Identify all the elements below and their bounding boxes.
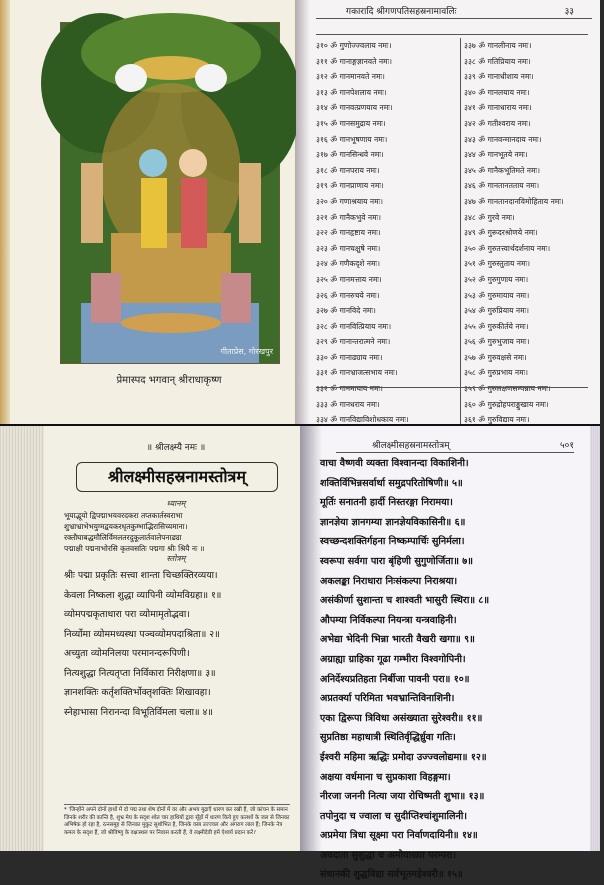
text-line: ३५८ ॐ गुरुप्रभाय नमः। [464, 368, 529, 378]
text-line: ३२८ ॐ गानवित्प्रियाय नमः। [316, 321, 392, 331]
text-line: ३१३ ॐ गानपेशलाय नमः। [316, 87, 387, 97]
text-line: ३१२ ॐ गानमानवते नमः। [316, 72, 385, 82]
text-line: असंकीर्णा सुशान्ता च शाश्वती भासुरी स्थिरा॥ ८॥ [320, 595, 490, 607]
text-line: ३२० ॐ गणाश्रयाय नमः। [316, 196, 384, 206]
text-line: ३२३ ॐ गानचक्षुषे नमः। [316, 243, 381, 253]
text-line: ३४५ ॐ गानैकभूतिमते नमः। [464, 165, 540, 175]
sloka-list [64, 566, 290, 722]
text-line: अक्षया वर्धमाना च सुप्रकाशा विहङ्गमा। [320, 771, 451, 783]
table-bottom-rule [316, 387, 588, 388]
left-page-content [60, 426, 292, 851]
text-line: ३१७ ॐ गानसिन्धवे नमः। [316, 150, 384, 160]
text-line: अवदाता सुशुद्धा च अमोघाख्या परम्परा। [320, 849, 457, 861]
text-line: ३४८ ॐ गुरवे नमः। [464, 212, 515, 222]
text-line: शुभ्राभ्राभेभयुग्मद्वयकरधृतकुम्भाद्भिरासिच्यमाना। [64, 522, 188, 531]
text-line: ३६१ ॐ गुरुविद्याय नमः। [464, 415, 530, 425]
text-line: ३११ ॐ गानाङ्गज्ञानवते नमः। [316, 56, 393, 66]
text-line: निर्व्योमा व्योममध्यस्था पञ्चव्योमपदाश्रिता॥ २॥ [64, 628, 220, 640]
text-line: अकलङ्का निराधारा निःसंकल्पा निराश्रया। [320, 575, 458, 587]
text-line: ३३२ ॐ गानमायाय नमः। [316, 384, 383, 394]
stotra-left-page [0, 426, 300, 851]
stotra-title: श्रीलक्ष्मीसहस्रनामस्तोत्रम् [76, 462, 278, 492]
text-line: ३५६ ॐ गुरुभुजाय नमः। [464, 337, 530, 347]
name-column-right [464, 38, 604, 459]
text-line: ३३८ ॐ गतिप्रियाय नमः। [464, 56, 531, 66]
radha-krishna-painting [60, 22, 280, 364]
stotra-right-page [300, 426, 600, 881]
text-line: ज्ञानशक्तिः कर्तृशक्तिर्भोक्तृशक्तिः शिखावहा। [64, 687, 211, 698]
text-line: ३५५ ॐ गुरुकीर्तये नमः। [464, 321, 529, 331]
text-line: ३२४ ॐ गणैकदृशे नमः। [316, 259, 380, 269]
text-line: व्योमपद्मकृताधारा परा व्योमामृतोद्भवा। [64, 609, 190, 620]
text-line: संधानकी शुद्धविद्या सर्वभूतमहेश्वरी॥ १५॥ [320, 869, 463, 881]
footnote: * 'जिन्होंने अपने दोनों हाथों में दो पद्म तथा शेष दोनों में वर और अभय मुद्राएँ धारण कर रखी हैं, जो कांचन के समान जिनके शरीर की कान्ति है, शुभ्र मेघ के सदृश श्वेत चार हाथियों द्वारा सूँड़ों में धारण किये हुए कलशों के जल से जिनका अभिषेक हो रहा है, रत्नसमूह से जिनका मुकुट सुशोभित है, जिनके वस्त्र उज्ज्वल और अंगराग लाल हैं; जिनके नेत्र कमल के सदृश हैं, जो श्रीविष्णु के वक्षःस्थल पर निवास करती हैं, वे लक्ष्मीदेवी हमें ऐश्वर्य प्रदान करें।' [64, 804, 290, 837]
text-line: ३२९ ॐ गानान्तरात्मने नमः। [316, 337, 391, 347]
page-stack-edge [0, 426, 44, 851]
invocation-header: ॥ श्रीलक्ष्म्यै नमः ॥ [146, 443, 206, 453]
text-line: ३१० ॐ गुणोज्ज्वलाय नमः। [316, 41, 392, 50]
text-line: रक्तौघाबद्धमौलिर्विमलतरदुकूलार्तवालेपनाढ्या [64, 533, 182, 542]
text-line: भूयाद्भूयो द्विपद्माभयवरदकरा तप्तकार्तस्वराभा [64, 511, 183, 520]
text-line: ३४७ ॐ गानतानदानविमोहिताय नमः। [464, 196, 564, 206]
text-line: स्नेहाभासा निरानन्दा विभूतिर्विमला चला॥ ४॥ [64, 706, 213, 718]
text-line: ३५२ ॐ गुरुगुणाय नमः। [464, 274, 529, 284]
text-line: ३४३ ॐ गानवन्मानदाय नमः। [464, 134, 542, 144]
text-line: ३१९ ॐ गानप्राणाय नमः। [316, 181, 384, 191]
text-line: ३४२ ॐ गतीश्वराय नमः। [464, 118, 531, 128]
namavali-page [296, 0, 600, 425]
text-line: वाचा वैष्णवी व्यक्ता विश्वानन्दा विकाशिनी। [320, 458, 469, 469]
text-line: अप्रमेया त्रिधा सूक्ष्मा परा निर्वाणदायिनी॥ १४॥ [320, 830, 478, 842]
page-number: ५०१ [559, 441, 574, 451]
text-line: अभेद्या भेदिनी भिन्ना भारती वैखरी खगा॥ ९॥ [320, 634, 475, 646]
bottom-book-spread [0, 426, 600, 881]
text-line: अग्राह्या ग्राहिका गूढा गम्भीरा विश्वगोपिनी। [320, 653, 466, 665]
text-line: औपम्या निर्विकल्पा नियन्त्रा यन्त्रवाहिनी। [320, 614, 457, 626]
text-line: ३४९ ॐ गुरूदरश्रोणये नमः। [464, 228, 538, 238]
text-line: स्वरूपा सर्वगा पारा बृंहिणी सुगुणोर्जिता॥ ७॥ [320, 555, 474, 567]
text-line: ३३४ ॐ गानविद्याविशोधकाय नमः। [316, 415, 409, 425]
dhyana-verses [64, 510, 290, 554]
text-line: अनिर्देश्यप्रतिहता निर्बीजा पावनी परा॥ १०॥ [320, 673, 470, 685]
page-number: ३३ [564, 7, 574, 17]
text-line: पद्माक्षी पद्मनाभोरसि कृतवसतिः पद्मगा श्रीः श्रियै नः ॥ [64, 544, 205, 553]
page-edge [0, 0, 10, 425]
text-line: ३१४ ॐ गानवत्प्रणयाय नमः। [316, 103, 393, 113]
text-line: ३१५ ॐ गानसमुद्राय नमः। [316, 118, 386, 128]
text-line: ३२१ ॐ गानैकभुवे नमः। [316, 212, 382, 222]
text-line: ईश्वरी महिमा ऋद्धिः प्रमोदा उज्ज्वलोद्यमा॥ १२॥ [320, 751, 487, 763]
running-header [316, 4, 592, 19]
name-column-left [316, 38, 461, 459]
text-line: ३५७ ॐ गुरुवक्षसे नमः। [464, 352, 527, 362]
text-line: ३४१ ॐ गानाधाराय नमः। [464, 103, 532, 113]
text-line: शक्तिर्विभिन्नसर्वार्था समुद्रपरितोषिणी॥ ५॥ [320, 477, 463, 489]
running-header [336, 438, 574, 453]
text-line: ३६० ॐ गुरुद्रोहपराङ्मुखाय नमः। [464, 399, 549, 409]
top-book-spread [0, 0, 600, 425]
image-caption: प्रेमास्पद भगवान् श्रीराधाकृष्ण [116, 375, 222, 386]
image-watermark: गीताप्रेस, गोरखपुर [220, 347, 273, 356]
text-line: स्वच्छन्दशक्तिर्गहना निष्कम्पार्चिः सुनिर्मला। [320, 536, 465, 548]
sloka-list [320, 454, 582, 885]
text-line: केवला निष्कला शुद्धा व्यापिनी व्योमविग्रहा॥ १॥ [64, 589, 222, 601]
text-line: ३१८ ॐ गानपराय नमः। [316, 165, 380, 175]
text-line: ३५९ ॐ गुरुलक्षणसम्पन्नाय नमः। [464, 384, 551, 394]
text-line: ३३३ ॐ गानधराय नमः। [316, 399, 380, 409]
header-title: गकारादि श्रीगणपतिसहस्रनामावलिः [346, 7, 457, 17]
text-line: ३३७ ॐ गानलीनाय नमः। [464, 41, 532, 50]
text-line: ३३० ॐ गानाढ्याय नमः। [316, 352, 383, 362]
header-title: श्रीलक्ष्मीसहस्रनामस्तोत्रम् [372, 441, 450, 451]
text-line: ३२७ ॐ गानविदे नमः। [316, 306, 376, 316]
page-gutter [300, 426, 322, 851]
page-gutter [296, 0, 310, 425]
stotra-label: स्तोत्रम् [166, 554, 186, 563]
text-line: ३४६ ॐ गानतानतताय नमः। [464, 181, 540, 191]
dhyanam-label: ध्यानम् [166, 499, 186, 508]
text-line: ३५१ ॐ गुरुस्तुताय नमः। [464, 259, 530, 269]
text-line: मूर्तिः सनातनी हार्दी निस्तरङ्गा निरामया। [320, 497, 453, 509]
text-line: नीरजा जननी नित्या जया रोचिष्मती शुभा॥ १३॥ [320, 791, 485, 803]
text-line: ३५४ ॐ गुरुप्रियाय नमः। [464, 306, 530, 316]
text-line: तपोनुदा च ज्वाला च सुदीप्तिश्चांशुमालिनी। [320, 810, 467, 822]
text-line: ३५० ॐ गुरुतत्त्वार्थदर्शनाय नमः। [464, 243, 551, 253]
text-line: ज्ञानज्ञेया ज्ञानगम्या ज्ञानज्ञेयविकासिनी॥ ६॥ [320, 516, 466, 528]
text-line: ३२५ ॐ गानमत्ताय नमः। [316, 274, 382, 284]
text-line: ३३९ ॐ गानाधीशाय नमः। [464, 72, 534, 82]
text-line: एका द्विरूपा त्रिविधा असंख्याता सुरेश्वरी॥ ११॥ [320, 712, 483, 724]
text-line: अच्युता व्योमनिलया परमानन्दरूपिणी। [64, 648, 190, 659]
text-line: अप्रतर्क्या परिमिता भवभ्रान्तिविनाशिनी। [320, 693, 455, 705]
table-top-rule [316, 34, 588, 35]
text-line: ३२२ ॐ गानहृष्टाय नमः। [316, 228, 381, 238]
page-stack-edge [590, 426, 600, 851]
text-line: सुप्रतिष्ठा महाधात्री स्थितिर्वृद्धिर्ध्रुवा गतिः। [320, 732, 456, 744]
text-line: ३५३ ॐ गुरुमायाय नमः। [464, 290, 530, 300]
illustration-page [0, 0, 296, 425]
text-line: ३१६ ॐ गानभूषणाय नमः। [316, 134, 388, 144]
text-line: ३२६ ॐ गानरुचये नमः। [316, 290, 380, 300]
text-line: ३३१ ॐ गानभ्राजत्सभाय नमः। [316, 368, 398, 378]
text-line: श्रीः पद्मा प्रकृतिः सत्त्वा शान्ता चिच्छक्तिरव्यया। [64, 570, 218, 581]
text-line: नित्यशुद्धा नित्यतृप्ता निर्विकारा निरीक्षणा॥ ३॥ [64, 667, 216, 679]
text-line: ३४४ ॐ गानभूतये नमः। [464, 150, 528, 160]
text-line: ३४० ॐ गानलयाय नमः। [464, 87, 530, 97]
